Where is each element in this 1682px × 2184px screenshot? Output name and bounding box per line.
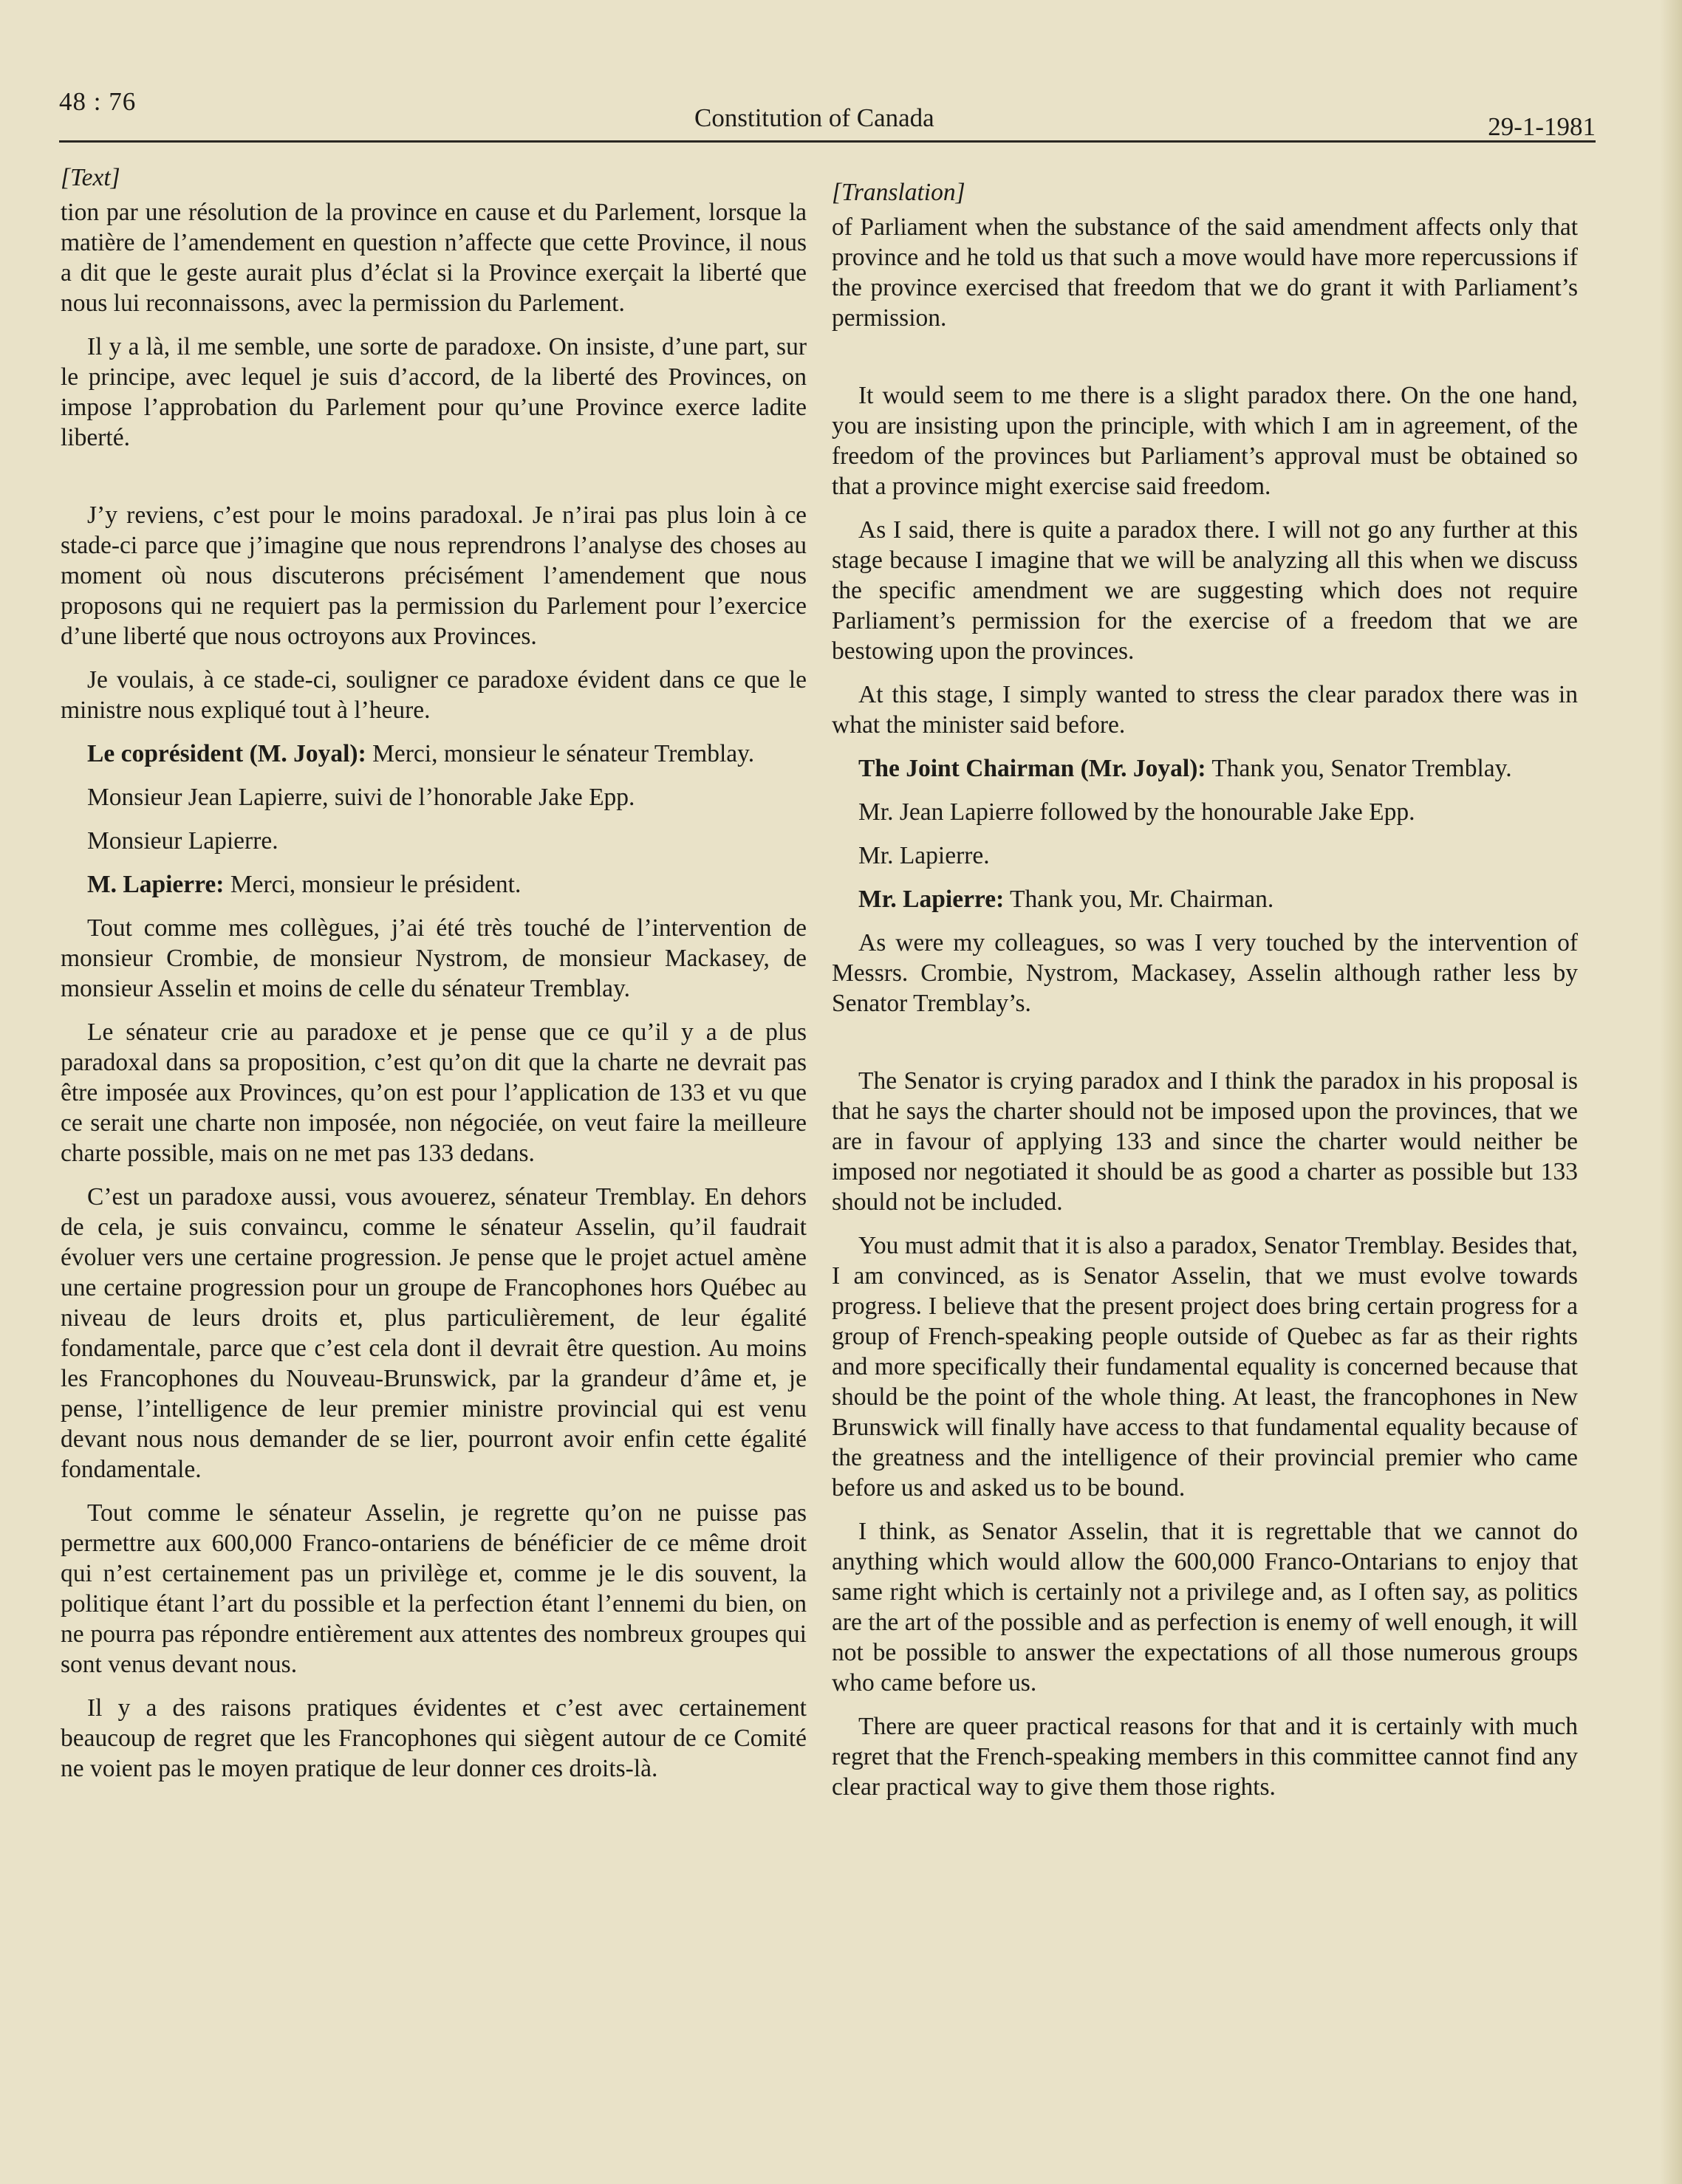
speaker-paragraph: Le coprésident (M. Joyal): Merci, monsieur le sénateur Tremblay. bbox=[87, 740, 755, 767]
paragraph: J’y reviens, c’est pour le moins paradoxal. Je n’irai pas plus loin à ce stade-ci parce que j’imagine que nous reprendrons l’analyse des choses au moment où nous discuterons précisément l’amendement que nous proposons qui ne requiert pas la permission du Parlement pour l’exercice d’une liberté que nous octroyons aux Provinces. bbox=[61, 502, 807, 650]
column-label-translation: [Translation] bbox=[832, 179, 965, 206]
paragraph: Monsieur Jean Lapierre, suivi de l’honorable Jake Epp. bbox=[87, 784, 635, 811]
paragraph: Il y a là, il me semble, une sorte de paradoxe. On insiste, d’une part, sur le principe, avec lequel je suis d’accord, de la liberté des Provinces, on impose l’approbation du Parlement pour qu’une Province exerce ladite liberté. bbox=[61, 333, 807, 451]
paragraph: It would seem to me there is a slight paradox there. On the one hand, you are insisting upon the principle, with which I am in agreement, of the freedom of the provinces but Parliament’s approval must be obtained so that a province might exercise said freedom. bbox=[832, 382, 1578, 500]
page-number: 48 : 76 bbox=[59, 87, 137, 116]
paragraph: Tout comme le sénateur Asselin, je regrette qu’on ne puisse pas permettre aux 600,000 Franco-ontariens de bénéficier de ce même droit qui n’est certainement pas un privilège et, comme je le dis souvent, la politique étant l’art du possible et la perfection étant l’ennemi du bien, on ne pourra pas répondre entièrement aux attentes des nombreux groupes qui sont venus devant nous. bbox=[61, 1499, 807, 1678]
paragraph: C’est un paradoxe aussi, vous avouerez, sénateur Tremblay. En dehors de cela, je suis convaincu, comme le sénateur Asselin, qu’il faudrait évoluer vers une certaine progression. Je pense que le projet actuel amène une certaine progression pour un groupe de Francophones hors Québec au niveau de leurs droits et, plus particulièrement, de leur égalité fondamentale, parce que c’est cela dont il devrait être question. Au moins les Francophones du Nouveau-Brunswick, par la grandeur d’âme et, je pense, l’intelligence de leur premier ministre provincial qui est venu devant nous nous demander de se lier, pourront avoir enfin cette égalité fondamentale. bbox=[61, 1183, 807, 1483]
paragraph: I think, as Senator Asselin, that it is regrettable that we cannot do anything which would allow the 600,000 Franco-Ontarians to enjoy that same right which is certainly not a privilege and, as I often say, as politics are the art of the possible and as perfection is enemy of well enough, it will not be possible to answer the expectations of all those numerous groups who came before us. bbox=[832, 1518, 1578, 1697]
english-translation-column bbox=[832, 177, 1578, 2164]
paragraph: At this stage, I simply wanted to stress the clear paradox there was in what the minister said before. bbox=[832, 681, 1578, 739]
running-header bbox=[59, 81, 1596, 143]
speaker-name: The Joint Chairman (Mr. Joyal): bbox=[858, 755, 1206, 782]
speaker-name: Le coprésident (M. Joyal): bbox=[87, 740, 366, 767]
publication-date: 29-1-1981 bbox=[1488, 112, 1596, 141]
french-text-column bbox=[61, 162, 807, 2149]
paragraph: There are queer practical reasons for that and it is certainly with much regret that the French-speaking members in this committee cannot find any clear practical way to give them those rights. bbox=[832, 1713, 1578, 1801]
paragraph: Le sénateur crie au paradoxe et je pense que ce qu’il y a de plus paradoxal dans sa proposition, c’est qu’on dit que la charte ne devrait pas être imposée aux Provinces, qu’on est pour l’application de 133 et vu que ce serait une charte non imposée, non négociée, on veut faire la meilleure charte possible, mais on ne met pas 133 dedans. bbox=[61, 1019, 807, 1167]
paragraph: Monsieur Lapierre. bbox=[87, 827, 278, 855]
page-edge-shadow bbox=[1660, 0, 1682, 2184]
paragraph: Mr. Lapierre. bbox=[858, 842, 990, 869]
paragraph: tion par une résolution de la province en cause et du Parlement, lorsque la matière de l’amendement en question n’affecte que cette Province, il nous a dit que le geste aurait plus d’éclat si la Province exerçait la liberté que nous lui reconnaissons, avec la permission du Parlement. bbox=[61, 199, 807, 317]
speaker-paragraph: M. Lapierre: Merci, monsieur le président. bbox=[87, 871, 522, 898]
paragraph: The Senator is crying paradox and I think the paradox in his proposal is that he says the charter should not be imposed upon the provinces, that we are in favour of applying 133 and since the charter would neither be imposed nor negotiated it should be as good a charter as possible but 133 should not be included. bbox=[832, 1067, 1578, 1216]
paragraph: Il y a des raisons pratiques évidentes et c’est avec certainement beaucoup de regret que les Francophones qui siègent autour de ce Comité ne voient pas le moyen pratique de leur donner ces droits-là. bbox=[61, 1694, 807, 1782]
paragraph: Tout comme mes collègues, j’ai été très touché de l’intervention de monsieur Crombie, de monsieur Nystrom, de monsieur Mackasey, de monsieur Asselin et moins de celle du sénateur Tremblay. bbox=[61, 914, 807, 1002]
column-label-text: [Text] bbox=[61, 164, 120, 191]
paragraph: Je voulais, à ce stade-ci, souligner ce paradoxe évident dans ce que le ministre nous expliqué tout à l’heure. bbox=[61, 666, 807, 724]
speaker-name: Mr. Lapierre: bbox=[858, 886, 1005, 913]
speaker-paragraph: Mr. Lapierre: Thank you, Mr. Chairman. bbox=[858, 886, 1274, 913]
paragraph: of Parliament when the substance of the said amendment affects only that province and he told us that such a move would have more repercussions if the province exercised that freedom that we do grant it with Parliament’s permission. bbox=[832, 213, 1578, 332]
paragraph: As were my colleagues, so was I very touched by the intervention of Messrs. Crombie, Nystrom, Mackasey, Asselin although rather less by Senator Tremblay’s. bbox=[832, 929, 1578, 1017]
speaker-paragraph: The Joint Chairman (Mr. Joyal): Thank you, Senator Tremblay. bbox=[858, 755, 1512, 782]
paragraph: As I said, there is quite a paradox there. I will not go any further at this stage because I imagine that we will be analyzing all this when we discuss the specific amendment we are suggesting which does not require Parliament’s permission for the exercise of a freedom that we are bestowing upon the provinces. bbox=[832, 516, 1578, 665]
publication-title: Constitution of Canada bbox=[694, 103, 934, 132]
speaker-name: M. Lapierre: bbox=[87, 871, 225, 898]
paragraph: You must admit that it is also a paradox, Senator Tremblay. Besides that, I am convinced, as is Senator Asselin, that we must evolve towards progress. I believe that the present project does bring certain progress for a group of French-speaking people outside of Quebec as far as their rights and more specifically their fundamental equality is concerned because that should be the point of the whole thing. At least, the francophones in New Brunswick will finally have access to that fundamental equality because of the greatness and the intelligence of their provincial premier who came before us and asked us to be bound. bbox=[832, 1232, 1578, 1502]
paragraph: Mr. Jean Lapierre followed by the honourable Jake Epp. bbox=[858, 798, 1415, 826]
